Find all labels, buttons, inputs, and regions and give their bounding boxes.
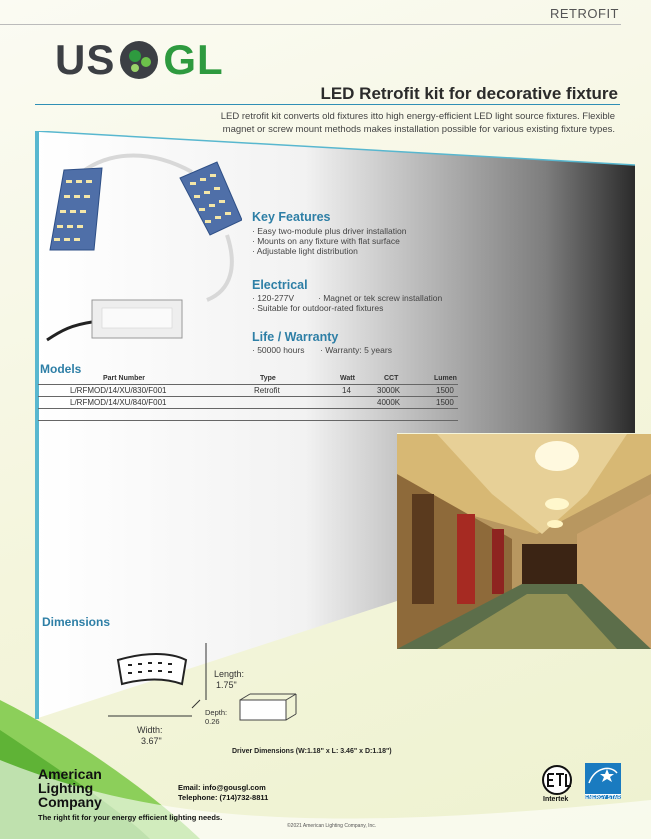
- models-heading: Models: [40, 362, 82, 376]
- electrical-mount: · Magnet or tek screw installation: [318, 293, 443, 303]
- table-cell-watt: 14: [342, 386, 351, 395]
- electrical-outdoor: · Suitable for outdoor-rated fixtures: [252, 303, 384, 313]
- feature-item: · Easy two-module plus driver installation: [252, 226, 407, 236]
- etl-intertek-label: Intertek: [543, 796, 569, 803]
- company-line: American: [38, 766, 102, 782]
- life-warranty-heading: Life / Warranty: [252, 330, 339, 344]
- length-label: Length:: [214, 669, 245, 679]
- copyright: ©2021 American Lighting Company, Inc.: [287, 823, 377, 829]
- column-header-lumen: Lumen: [434, 375, 457, 382]
- table-cell-lumen: 1500: [436, 398, 454, 407]
- electrical-voltage: · 120-277V: [252, 293, 295, 303]
- company-line: Lighting: [38, 780, 94, 796]
- tagline: The right fit for your energy efficient lighting needs.: [38, 813, 223, 822]
- led-module-illustration: [42, 150, 242, 350]
- contact-info: [178, 783, 268, 803]
- column-header-part-number: Part Number: [103, 375, 146, 382]
- table-cell-lumen: 1500: [436, 386, 454, 395]
- driver-dimensions: Driver Dimensions (W:1.18" x L: 3.46" x D:1.18"): [232, 748, 392, 755]
- column-header-type: Type: [260, 375, 276, 382]
- email-link[interactable]: Email: info@gousgl.com: [178, 783, 266, 792]
- header-rule: [0, 24, 621, 25]
- width-label: Width:: [137, 725, 163, 735]
- etl-listed-icon: [540, 764, 574, 796]
- life-hours: · 50000 hours: [252, 345, 305, 355]
- logo-gl: GL: [163, 36, 224, 83]
- panel-accent-bar: [35, 131, 39, 719]
- phone-number: Telephone: (714)732-8811: [178, 793, 269, 802]
- energy-star-label: ENERGY STAR: [585, 795, 621, 801]
- usgl-logo: [55, 38, 224, 82]
- title-rule: [35, 104, 620, 105]
- life-warranty: · Warranty: 5 years: [320, 345, 392, 355]
- feature-item: · Mounts on any fixture with flat surface: [252, 236, 400, 246]
- energy-star-swoosh-icon: [585, 763, 621, 789]
- table-row-rule: [38, 396, 458, 397]
- feature-item: · Adjustable light distribution: [252, 246, 358, 256]
- doc-type-label: RETROFIT: [550, 6, 619, 21]
- dimensions-diagram: [100, 638, 300, 738]
- logo-us: US: [55, 36, 116, 83]
- table-cell-type: Retrofit: [254, 386, 280, 395]
- key-features-heading: Key Features: [252, 210, 331, 224]
- width-value: 3.67": [141, 736, 162, 746]
- table-row-rule: [38, 420, 458, 421]
- company-name: [38, 767, 102, 809]
- intro-text: LED retrofit kit converts old fixtures itto high energy-efficient LED light source fixtures. Flexible magnet or screw mount methods makes installation possible for various existing fixture types.: [220, 111, 615, 135]
- logo-lamp-icon: [117, 38, 161, 82]
- dimensions-heading: Dimensions: [42, 615, 111, 629]
- depth-label: Depth:: [205, 708, 228, 717]
- table-cell-cct: 4000K: [377, 398, 401, 407]
- table-cell-part-number: L/RFMOD/14/XU/830/F001: [70, 386, 167, 395]
- company-line: Company: [38, 794, 102, 810]
- table-cell-part-number: L/RFMOD/14/XU/840/F001: [70, 398, 167, 407]
- table-header-rule: [38, 384, 458, 385]
- energy-star-icon: [585, 763, 621, 799]
- depth-value: 0.26: [205, 717, 220, 726]
- page-title: LED Retrofit kit for decorative fixture: [320, 84, 618, 103]
- hallway-photo: [397, 434, 651, 649]
- length-value: 1.75": [216, 680, 237, 690]
- table-row-rule: [38, 408, 458, 409]
- column-header-watt: Watt: [340, 375, 355, 382]
- column-header-cct: CCT: [384, 375, 399, 382]
- electrical-heading: Electrical: [252, 278, 308, 292]
- table-cell-cct: 3000K: [377, 386, 401, 395]
